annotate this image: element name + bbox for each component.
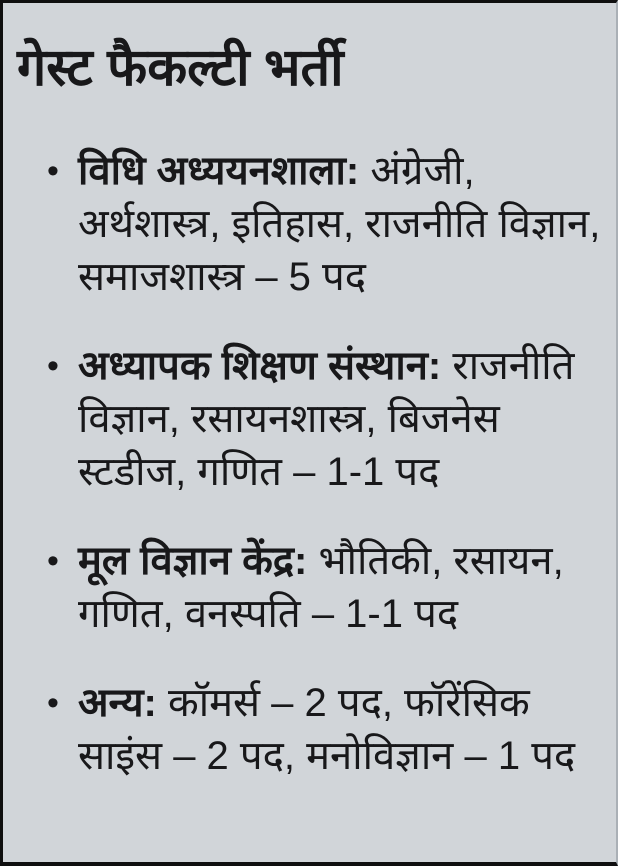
list-item-text	[78, 535, 604, 641]
bullet-icon: •	[47, 684, 59, 723]
list-item	[47, 535, 604, 641]
list-item	[47, 677, 604, 783]
item-category-label: अध्यापक शिक्षण संस्थान:	[78, 344, 442, 389]
recruitment-list	[17, 145, 604, 783]
bullet-icon: •	[47, 542, 59, 581]
item-detail-text: कॉमर्स – 2 पद, फॉरेंसिक साइंस – 2 पद, मनोविज्ञान – 1 पद	[78, 681, 576, 779]
item-category-label: मूल विज्ञान केंद्र:	[78, 539, 308, 584]
item-category-label: विधि अध्ययनशाला:	[78, 149, 360, 194]
item-detail-text: अंग्रेजी, अर्थशास्त्र, इतिहास, राजनीति विज्ञान, समाजशास्त्र – 5 पद	[78, 149, 601, 300]
list-item-text	[78, 145, 604, 304]
item-detail-text: राजनीति विज्ञान, रसायनशास्त्र, बिजनेस स्टडीज, गणित – 1-1 पद	[78, 344, 575, 495]
infobox-title: गेस्ट फैकल्टी भर्ती	[17, 39, 344, 97]
item-category-label: अन्य:	[78, 681, 157, 726]
item-detail-text: भौतिकी, रसायन, गणित, वनस्पति – 1-1 पद	[78, 539, 564, 637]
list-item	[47, 340, 604, 499]
list-item	[47, 145, 604, 304]
bullet-icon: •	[47, 347, 59, 386]
list-item-text	[78, 340, 604, 499]
bullet-icon: •	[47, 152, 59, 191]
list-item-text	[78, 677, 604, 783]
